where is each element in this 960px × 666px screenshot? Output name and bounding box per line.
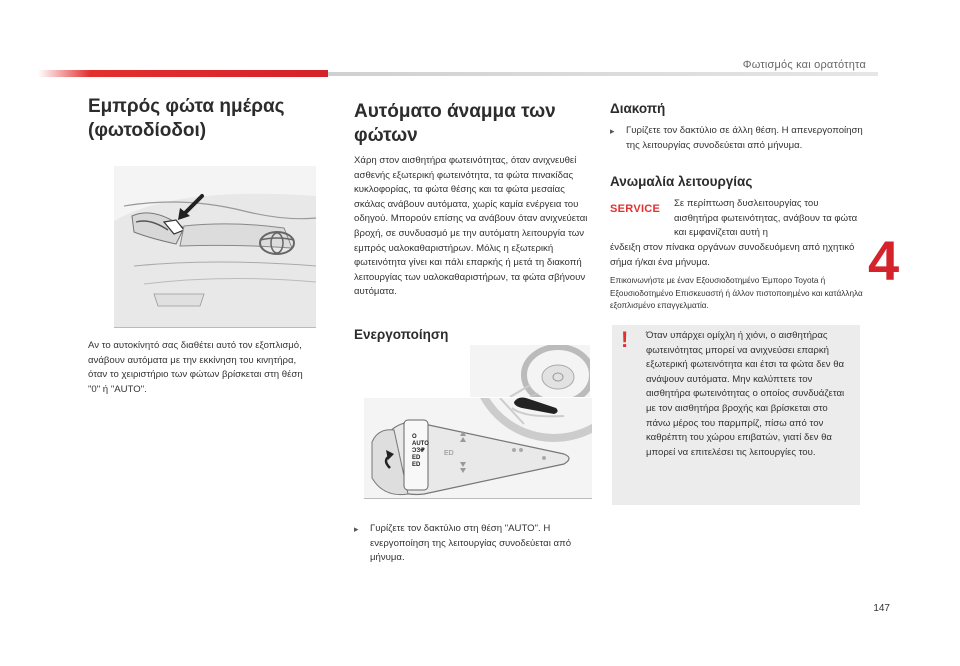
stalk-label-auto: AUTO (412, 441, 429, 447)
deactivation-bullet-text: Γυρίζετε τον δακτύλιο σε άλλη θέση. Η απενεργοποίηση της λειτουργίας συνοδεύεται από μήνυμα. (626, 125, 863, 151)
header-accent-bar (38, 70, 328, 77)
daytime-lights-text (88, 339, 316, 397)
stalk-label-off: O (412, 434, 417, 440)
steering-wheel-drawing (470, 345, 590, 397)
bullet-arrow-icon: ▸ (610, 126, 615, 136)
auto-lights-section (354, 100, 592, 344)
deactivation-section (610, 100, 864, 313)
stalk-label-position: ϽϿ₽ (412, 448, 425, 454)
stalk-label-dipped: ЕD (412, 455, 421, 461)
header-divider (328, 72, 878, 76)
malfunction-paragraph-rest: ένδειξη στον πίνακα οργάνων συνοδευόμενη από ηχητικό σήμα ή/και ένα μήνυμα. (610, 241, 855, 268)
warning-text: Όταν υπάρχει ομίχλη ή χιόνι, ο αισθητήρας φωτεινότητας μπορεί να ανιχνεύσει επαρκή εξωτερική φωτεινότητα και έτσι τα φώτα δεν θα ανάψουν αυτόματα. Μην καλύπτετε τον αισθητήρα φωτεινότητας ο οποίος συνδυάζεται με τον αισθητήρα βροχής και βρίσκεται στο πάνω μέρος του παρμπρίζ, πίσω από τον καθρέπτη του χώρου επιβατών, γιατί δεν θα μπορεί να επιτελέσει τις λειτουργίες του. (646, 330, 845, 458)
steering-wheel-illustration (470, 345, 590, 397)
warning-exclamation-icon: ! (621, 327, 629, 352)
chapter-number: 4 (868, 229, 900, 292)
auto-lights-title-line2: φώτων (354, 125, 418, 146)
activation-title: Ενεργοποίηση (354, 326, 449, 342)
activation-bullet-text: Γυρίζετε τον δακτύλιο στη θέση "AUTO". Η ενεργοποίηση της λειτουργίας συνοδεύεται από μήνυμα. (370, 523, 572, 564)
auto-lights-paragraph: Χάρη στον αισθητήρα φωτεινότητας, όταν ανιχνευθεί ασθενής εξωτερική φωτεινότητα, τα φώτα πινακίδας κυκλοφορίας, τα φώτα θέσης και τα φώτα μεσαίας σκάλας ανάβουν αυτόματα, χωρίς καμία ενέργεια του οδηγού. Μπορούν επίσης να ανάβουν όταν ανιχνεύεται βροχή, σε συνδυασμό με την αυτόματη λειτουργία των εμπρός υαλοκαθαριστήρων. Μόλις η εξωτερική φωτεινότητα γίνει και πάλι επαρκής ή μετά τη διακοπή λειτουργίας των υαλοκαθαριστήρων, τα φώτα σβήνουν αυτόματα. (354, 155, 588, 298)
daytime-lights-paragraph: Αν το αυτοκίνητό σας διαθέτει αυτό τον εξοπλισμό, ανάβουν αυτόματα με την εκκίνηση του κινητήρα, όταν το χειριστήριο των φώτων βρίσκεται στη θέση "0" ή "AUTO". (88, 340, 303, 395)
auto-lights-title-line1: Αυτόματο άναμμα των (354, 101, 556, 122)
daytime-lights-title-line1: Εμπρός φώτα ημέρας (88, 96, 285, 117)
stalk-labels (412, 434, 429, 469)
service-warning-icon: SERVICE (610, 203, 661, 216)
stalk-label-main: ЕD (412, 462, 421, 468)
deactivation-title: Διακοπή (610, 101, 666, 116)
warning-box (612, 325, 860, 505)
page-number: 147 (873, 603, 890, 614)
contact-dealer-text: Επικοινωνήστε με έναν Εξουσιοδοτημένο Έμπορο Toyota ή Εξουσιοδοτημένο Επισκευαστή ή άλλον πιστοποιημένο και κατάλληλα εξοπλισμένο επαγγελματία. (610, 276, 863, 311)
daytime-lights-title-line2: (φωτοδίοδοι) (88, 120, 207, 141)
section-title: Φωτισμός και ορατότητα (742, 59, 866, 71)
daytime-lights-section (88, 95, 316, 143)
bullet-arrow-icon: ▸ (354, 524, 359, 534)
activation-bullet (354, 522, 594, 566)
car-front-drawing (114, 166, 316, 327)
stalk-highlight-shape (512, 392, 572, 422)
malfunction-title: Ανωμαλία λειτουργίας (610, 174, 753, 190)
stalk-dipped-faint: ЕD (444, 450, 454, 457)
malfunction-paragraph-indented: Σε περίπτωση δυσλειτουργίας του αισθητήρα φωτεινότητας, ανάβουν τα φώτα και εμφανίζεται αυτή η (674, 198, 858, 239)
car-front-illustration (114, 166, 316, 328)
